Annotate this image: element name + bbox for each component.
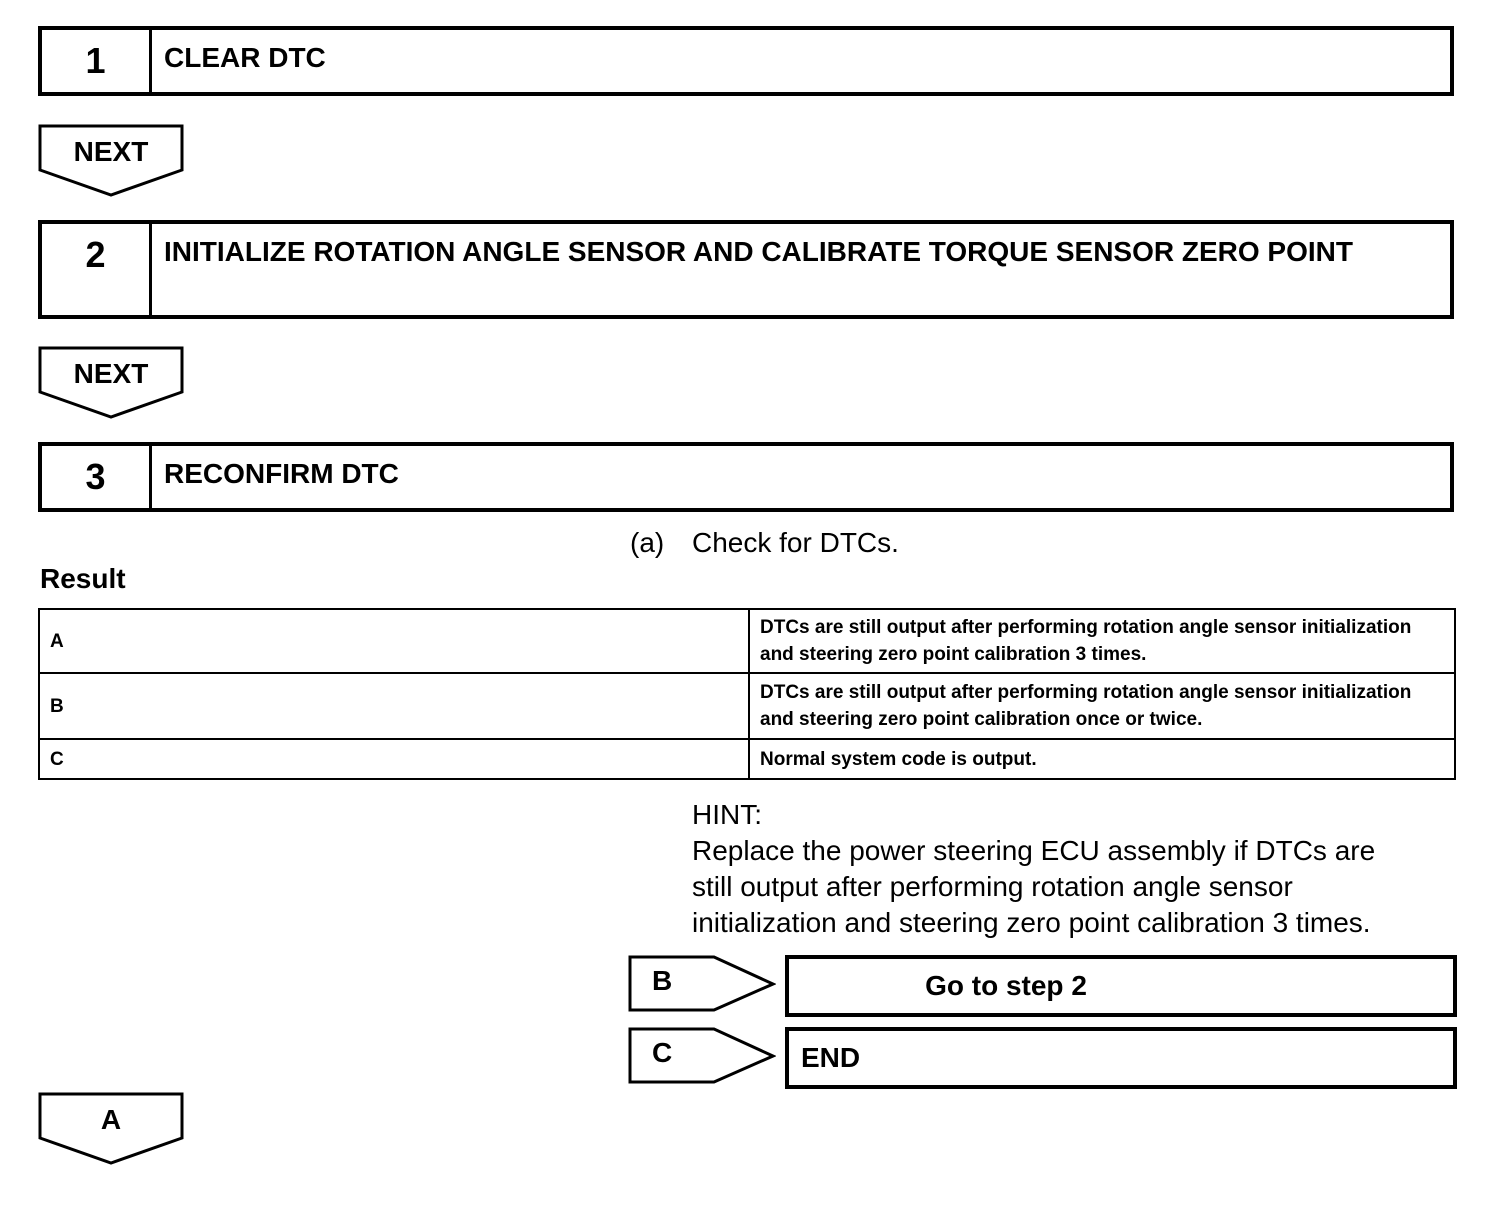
hint-label: HINT: (692, 799, 762, 830)
right-arrow-flag-icon (628, 955, 776, 1013)
flag-label: A (100, 1104, 122, 1135)
table-row (39, 609, 1455, 673)
result-a-flag (38, 1092, 184, 1166)
result-description: DTCs are still output after performing rotation angle sensor initialization and steering zero point calibration 3 times. (749, 609, 1455, 673)
hint-line: still output after performing rotation angle sensor (692, 871, 1293, 902)
result-code: B (39, 673, 749, 739)
right-arrow-flag-icon (628, 1027, 776, 1085)
step-3-box (38, 442, 1454, 512)
step-number: 2 (42, 224, 152, 315)
step-number: 1 (42, 30, 152, 92)
result-heading: Result (40, 563, 126, 594)
next-label: NEXT (73, 358, 149, 389)
next-flag-1 (38, 124, 184, 198)
hint-line: initialization and steering zero point calibration 3 times. (692, 907, 1371, 938)
result-code: A (39, 609, 749, 673)
next-label: NEXT (73, 136, 149, 167)
next-flag-2 (38, 346, 184, 420)
result-table (38, 608, 1456, 780)
table-row (39, 673, 1455, 739)
branch-target-box: Go to step 2 (785, 955, 1457, 1017)
table-row (39, 739, 1455, 779)
step-title: RECONFIRM DTC (164, 458, 399, 489)
branch-code: C (652, 1037, 673, 1068)
branch-flag-b (628, 955, 776, 1013)
step-2-box (38, 220, 1454, 319)
hint-line: Replace the power steering ECU assembly if DTCs are (692, 835, 1376, 866)
branch-code: B (652, 965, 673, 996)
step-title: INITIALIZE ROTATION ANGLE SENSOR AND CALIBRATE TORQUE SENSOR ZERO POINT (164, 236, 1353, 267)
instruction-marker: (a) (630, 527, 665, 558)
instruction-text: Check for DTCs. (692, 527, 899, 558)
step-1-box (38, 26, 1454, 96)
result-description: Normal system code is output. (749, 739, 1455, 779)
step-title: CLEAR DTC (164, 42, 326, 73)
step-number: 3 (42, 446, 152, 508)
branch-flag-c (628, 1027, 776, 1085)
result-code: C (39, 739, 749, 779)
branch-target-box: END (785, 1027, 1457, 1089)
result-description: DTCs are still output after performing rotation angle sensor initialization and steering zero point calibration once or twice. (749, 673, 1455, 739)
hint-block (692, 797, 1375, 941)
